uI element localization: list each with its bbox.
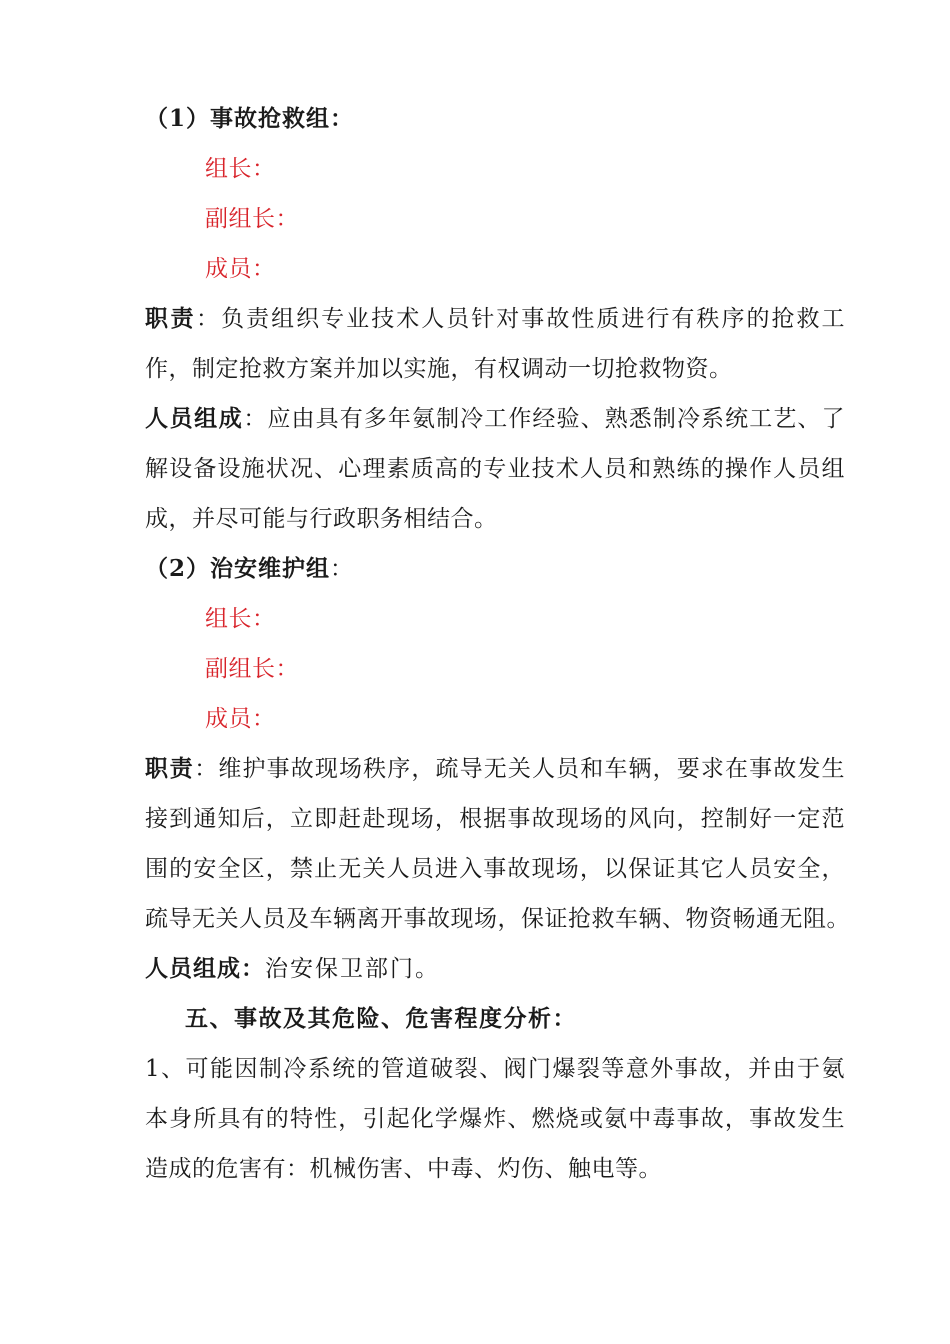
group1-composition-label: 人员组成 [145,405,244,432]
group2-deputy-label: 副组长： [205,656,299,682]
section5-title: 五、事故及其危险、危害程度分析： [185,1005,577,1032]
section5-item1-line-1: 1、可能因制冷系统的管道破裂、阀门爆裂等意外事故，并由于氨 [145,1056,845,1082]
group2-leader-label: 组长： [205,606,276,632]
group2-title-colon: ： [330,556,355,582]
group2-duty-line-4: 疏导无关人员及车辆离开事故现场，保证抢救车辆、物资畅通无阻。 [145,906,850,932]
section5-item1-line-3: 造成的危害有：机械伤害、中毒、灼伤、触电等。 [145,1156,662,1182]
group2-duty-colon: ： [194,756,219,782]
group2-title-text: （2）治安维护组 [145,555,331,582]
group1-duty-colon: ： [196,306,222,332]
group2-duty-text-1: 维护事故现场秩序，疏导无关人员和车辆，要求在事故发生 [218,756,845,782]
group1-title: （1）事故抢救组： [145,105,355,132]
group2-composition-text: 治安保卫部门。 [265,956,440,982]
section5-item1-line-2: 本身所具有的特性，引起化学爆炸、燃烧或氨中毒事故，事故发生 [145,1106,845,1132]
group1-duty-text-1: 负责组织专业技术人员针对事故性质进行有秩序的抢救工 [221,306,846,332]
group2-composition-label: 人员组成： [145,955,265,982]
group2-members-label: 成员： [205,706,276,732]
group2-title [145,554,845,584]
group1-duty-line-1 [145,304,845,334]
group1-composition-colon: ： [243,406,268,432]
group1-members-label: 成员： [205,256,276,282]
group1-leader-label: 组长： [205,156,276,182]
group2-duty-line-1 [145,754,845,784]
group2-composition-line [145,954,845,984]
group2-duty-label: 职责 [145,755,195,782]
group2-duty-line-3: 围的安全区，禁止无关人员进入事故现场，以保证其它人员安全， [145,856,845,882]
group1-composition-text-1: 应由具有多年氨制冷工作经验、熟悉制冷系统工艺、了 [267,406,846,432]
group1-duty-line-2: 作，制定抢救方案并加以实施，有权调动一切抢救物资。 [145,356,733,382]
group2-duty-line-2: 接到通知后，立即赶赴现场，根据事故现场的风向，控制好一定范 [145,806,845,832]
group1-deputy-label: 副组长： [205,206,299,232]
group1-composition-line-1 [145,404,845,434]
group1-composition-line-2: 解设备设施状况、心理素质高的专业技术人员和熟练的操作人员组 [145,456,845,482]
group1-duty-label: 职责 [145,305,197,332]
group1-composition-line-3: 成，并尽可能与行政职务相结合。 [145,506,498,532]
